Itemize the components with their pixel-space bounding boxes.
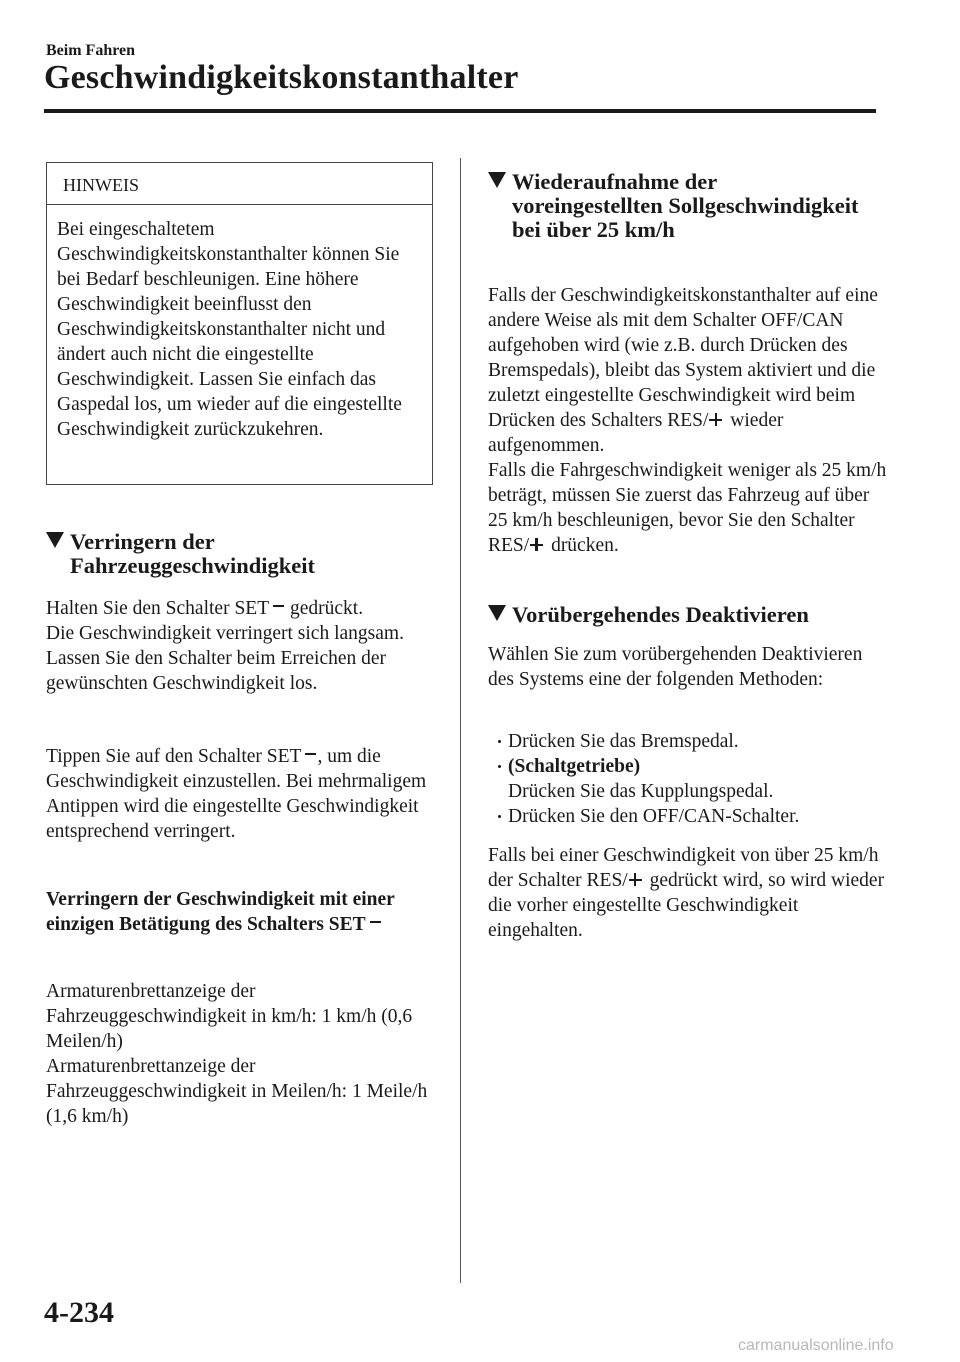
triangle-marker-icon <box>46 532 64 548</box>
hint-text: Bei eingeschaltetem Geschwindigkeitskonstanthalter können Sie bei Bedarf beschleunigen. Eine höhere Geschwindigkeit beeinflusst den Geschwindigkeitskonstanthalter nicht und ändert auch nicht die eingestellte Geschwindigkeit. Lassen Sie einfach das Gaspedal los, um wieder auf die eingestellte Geschwindigkeit zurückzukehren. <box>57 219 402 440</box>
heading-resume-speed: Wiederaufnahme der voreingestellten Sollgeschwindigkeit bei über 25 km/h <box>488 170 868 242</box>
deactivate-methods-list <box>488 729 888 829</box>
plus-icon <box>629 873 642 886</box>
paragraph-res-press: Falls bei einer Geschwindigkeit von über 25 km/h der Schalter RES/ gedrückt wird, so wird wieder die vorher eingestellte Geschwindigkeit eingehalten. <box>488 845 885 941</box>
paragraph-deactivate-intro: Wählen Sie zum vorübergehenden Deaktivieren des Systems eine der folgenden Methoden: <box>488 644 863 690</box>
list-item: (Schaltgetriebe) <box>488 754 888 779</box>
minus-icon <box>305 753 316 756</box>
watermark: carmanualsonline.info <box>738 1337 894 1354</box>
subheading-single-press: Verringern der Geschwindigkeit mit einer einzigen Betätigung des Schalters SET <box>46 889 395 935</box>
chapter-title: Geschwindigkeitskonstanthalter <box>44 59 519 96</box>
column-divider <box>460 158 461 1283</box>
minus-icon <box>370 921 381 924</box>
section-label: Beim Fahren <box>46 42 136 59</box>
paragraph-tap-set: Tippen Sie auf den Schalter SET , um die Geschwindigkeit einzustellen. Bei mehrmaligem Antippen wird die eingestellte Geschwindigkeit entsprechend verringert. <box>46 746 427 842</box>
triangle-marker-icon <box>488 605 506 621</box>
paragraph-hold-set: Halten Sie den Schalter SET gedrückt. Die Geschwindigkeit verringert sich langsam. Lassen Sie den Schalter beim Erreichen der gewünschten Geschwindigkeit los. <box>46 598 404 694</box>
hint-label: HINWEIS <box>47 163 432 205</box>
list-item: Drücken Sie den OFF/CAN-Schalter. <box>488 804 888 829</box>
list-item: Drücken Sie das Bremspedal. <box>488 729 888 754</box>
plus-icon <box>530 538 543 551</box>
page-number: 4-234 <box>44 1296 114 1329</box>
title-rule <box>44 109 876 113</box>
bullet-icon <box>498 740 501 743</box>
heading-decrease-speed: Verringern der Fahrzeuggeschwindigkeit <box>46 530 436 578</box>
hint-box <box>46 162 433 485</box>
paragraph-kmh-display: Armaturenbrettanzeige der Fahrzeuggeschwindigkeit in km/h: 1 km/h (0,6 Meilen/h) Armaturenbrettanzeige der Fahrzeuggeschwindigkeit in Meilen/h: 1 Meile/h (1,6 km/h) <box>46 981 428 1127</box>
bullet-icon <box>498 815 501 818</box>
bullet-icon <box>498 765 501 768</box>
triangle-marker-icon <box>488 172 506 188</box>
minus-icon <box>273 605 284 608</box>
paragraph-resume: Falls der Geschwindigkeitskonstanthalter auf eine andere Weise als mit dem Schalter OFF/CAN aufgehoben wird (wie z.B. durch Drücken des Bremspedals), bleibt das System aktiviert und die zuletzt eingestellte Geschwindigkeit wird beim Drücken des Schalters RES/ wieder aufgenommen. Falls die Fahrgeschwindigkeit weniger als 25 km/h beträgt, müssen Sie zuerst das Fahrzeug auf über 25 km/h beschleunigen, bevor Sie den Schalter RES/ drücken. <box>488 285 887 556</box>
heading-temporary-deactivate: Vorübergehendes Deaktivieren <box>488 603 888 627</box>
list-item-continuation: Drücken Sie das Kupplungspedal. <box>508 781 774 802</box>
plus-icon <box>709 413 722 426</box>
